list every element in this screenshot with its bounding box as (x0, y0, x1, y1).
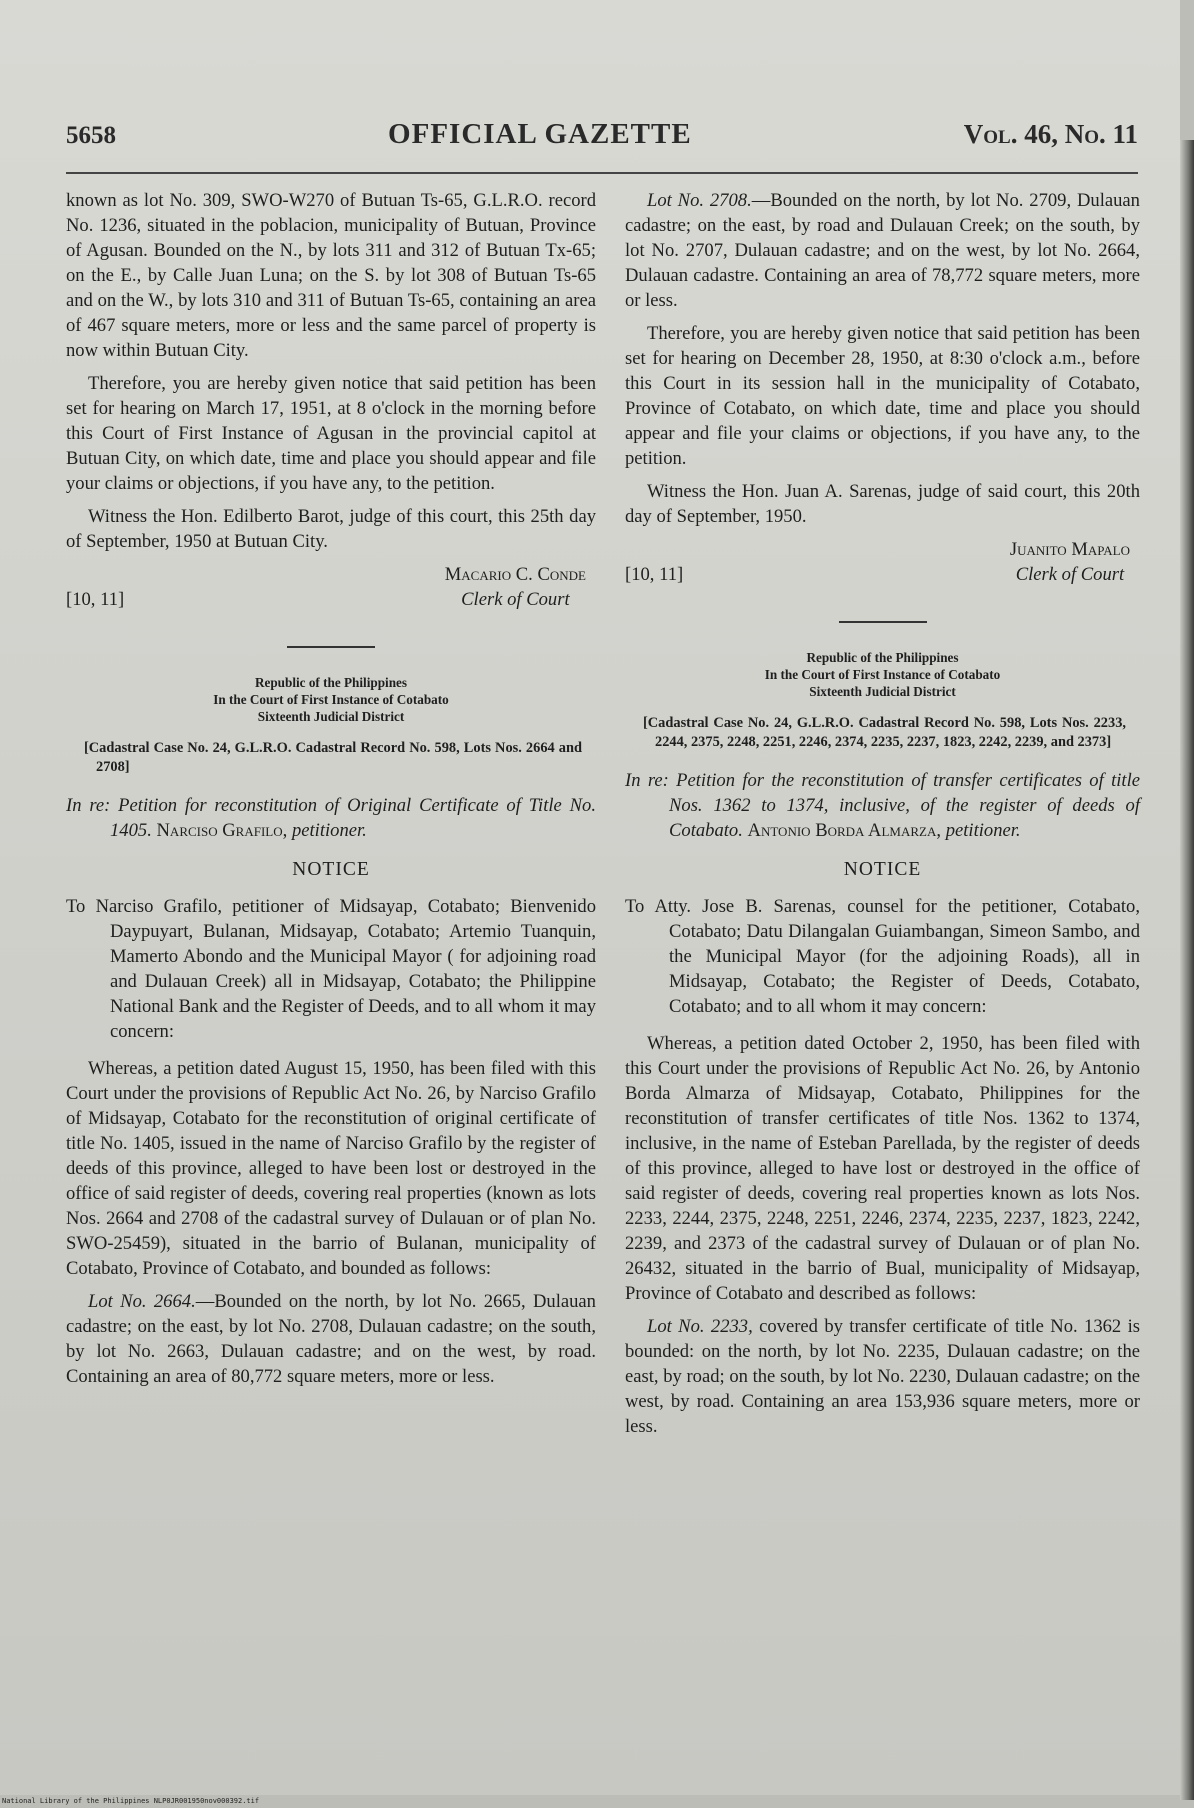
right-column (625, 188, 1140, 1447)
left-column (66, 188, 596, 1397)
court-heading: Republic of the Philippines In the Court of First Instance of Cotabato Sixteenth Judicial District (764, 650, 1001, 699)
paragraph: Therefore, you are hereby given notice that said petition has been set for hearing on March 17, 1951, at 8 o'clock in the morning before this Court of First Instance of Agusan in the provincial capitol at Butuan City, on which date, time and place you should appear and file your claims or objections, if you have any, to the petition. (66, 373, 596, 494)
signature-block (625, 537, 1140, 587)
signature-block (66, 562, 596, 612)
paragraph: Witness the Hon. Edilberto Barot, judge of this court, this 25th day of September, 1950 at Butuan City. (66, 506, 596, 552)
section-divider (839, 621, 927, 623)
in-re-line: In re: Petition for the reconstitution of transfer certificates of title Nos. 1362 to 1374, inclusive, of the register of deeds of Cotabato. Antonio Borda Almarza, petitioner. (625, 770, 1140, 841)
clerk-title: Clerk of Court (1015, 564, 1125, 585)
notice-heading: NOTICE (843, 859, 922, 880)
paragraph: Lot No. 2233, covered by transfer certificate of title No. 1362 is bounded: on the north, by lot No. 2235, Dulauan cadastre; on the east, by road; on the south, by lot No. 2230, Dulauan cadastre; on the west, by road. Containing an area 153,936 square meters, more or less. (625, 1316, 1140, 1437)
paragraph: Lot No. 2708.—Bounded on the north, by lot No. 2709, Dulauan cadastre; on the east, by road and Dulauan Creek; on the south, by lot No. 2707, Dulauan cadastre; and on the west, by lot No. 2664, Dulauan cadastre. Containing an area of 78,772 square meters, more or less. (625, 190, 1140, 311)
volume-number: Vol. 46, No. 11 (963, 119, 1138, 149)
issue-reference: [10, 11] (66, 589, 125, 610)
addressees: To Atty. Jose B. Sarenas, counsel for the petitioner, Cotabato, Cotabato; Datu Dilangalan Guiambangan, Simeon Sambo, and the Municipal Mayor (for the adjoining Roads), all in Midsayap, Cotabato; the Register of Deeds, Cotabato, Cotabato; and to all whom it may concern: (625, 896, 1140, 1017)
court-heading: Republic of the Philippines In the Court of First Instance of Cotabato Sixteenth Judicial District (213, 675, 449, 724)
addressees: To Narciso Grafilo, petitioner of Midsayap, Cotabato; Bienvenido Daypuyart, Bulanan, Midsayap, Cotabato; Artemio Tuanquin, Mamerto Abondo and the Municipal Mayor ( for adjoining road and Dulauan Creek) all in Midsayap, Cotabato; the Philippine National Bank and the Register of Deeds, and to all whom it may concern: (66, 896, 596, 1042)
paragraph: Therefore, you are hereby given notice that said petition has been set for hearing on December 28, 1950, at 8:30 o'clock a.m., before this Court in its session hall in the municipality of Cotabato, Province of Cotabato, on which date, time and place you should appear and file your claims or objections, if you have any, to the petition. (625, 323, 1140, 469)
header-rule (66, 172, 1138, 174)
paragraph: Lot No. 2664.—Bounded on the north, by lot No. 2665, Dulauan cadastre; on the east, by lot No. 2708, Dulauan cadastre; on the south, by lot No. 2663, Dulauan cadastre; and on the west, by road. Containing an area of 80,772 square meters, more or less. (66, 1291, 596, 1387)
in-re-line: In re: Petition for reconstitution of Original Certificate of Title No. 1405. Narciso Grafilo, petitioner. (66, 795, 596, 841)
issue-reference: [10, 11] (625, 564, 684, 585)
notice-heading: NOTICE (292, 859, 370, 880)
case-caption: [Cadastral Case No. 24, G.L.R.O. Cadastral Record No. 598, Lots Nos. 2664 and 2708] (84, 740, 582, 775)
scan-footer: National Library of the Philippines NLP0JR001950nov000392.tif (2, 1797, 260, 1805)
publication-title: OFFICIAL GAZETTE (388, 118, 692, 150)
clerk-title: Clerk of Court (461, 589, 570, 610)
paragraph: Witness the Hon. Juan A. Sarenas, judge of said court, this 20th day of September, 1950. (625, 481, 1140, 527)
page-edge-shadow (1180, 140, 1194, 1800)
paragraph: Whereas, a petition dated August 15, 1950, has been filed with this Court under the provisions of Republic Act No. 26, by Narciso Grafilo of Midsayap, Cotabato for the reconstitution of original certificate of title No. 1405, issued in the name of Narciso Grafilo by the register of deeds of this province, alleged to have been lost or destroyed in the office of said register of deeds, covering real properties (known as lots Nos. 2664 and 2708 of the cadastral survey of Dulauan or of plan No. SWO-25459), situated in the barrio of Bulanan, municipality of Cotabato, Province of Cotabato, and bounded as follows: (66, 1058, 596, 1279)
clerk-name: Juanito Mapalo (1009, 539, 1130, 560)
paragraph: known as lot No. 309, SWO-W270 of Butuan Ts-65, G.L.R.O. record No. 1236, situated in the poblacion, municipality of Butuan, Province of Agusan. Bounded on the N., by lots 311 and 312 of Butuan Tx-65; on the E., by Calle Juan Luna; on the S. by lot 308 of Butuan Ts-65 and on the W., by lots 310 and 311 of Butuan Ts-65, containing an area of 467 square meters, more or less and the same parcel of property is now within Butuan City. (66, 190, 596, 361)
section-divider (287, 646, 375, 648)
case-caption: [Cadastral Case No. 24, G.L.R.O. Cadastral Record No. 598, Lots Nos. 2233, 2244, 2375, 2248, 2251, 2246, 2374, 2235, 2237, 1823, 2242, 2239, and 2373] (643, 715, 1126, 750)
page-header (66, 118, 1138, 164)
clerk-name: Macario C. Conde (444, 564, 586, 585)
page-number: 5658 (66, 122, 116, 149)
paragraph: Whereas, a petition dated October 2, 1950, has been filed with this Court under the provisions of Republic Act No. 26, by Antonio Borda Almarza of Midsayap, Cotabato, Philippines for the reconstitution of transfer certificates of title Nos. 1362 to 1374, inclusive, in the name of Esteban Parellada, by the register of deeds of this province, alleged to have lost or destroyed in the office of said register of deeds, covering real properties known as lots Nos. 2233, 2244, 2375, 2248, 2251, 2246, 2374, 2235, 2237, 1823, 2242, 2239, and 2373 of the cadastral survey of Dulauan or of plan No. 26432, situated in the barrio of Bual, municipality of Midsayap, Province of Cotabato and described as follows: (625, 1033, 1140, 1304)
